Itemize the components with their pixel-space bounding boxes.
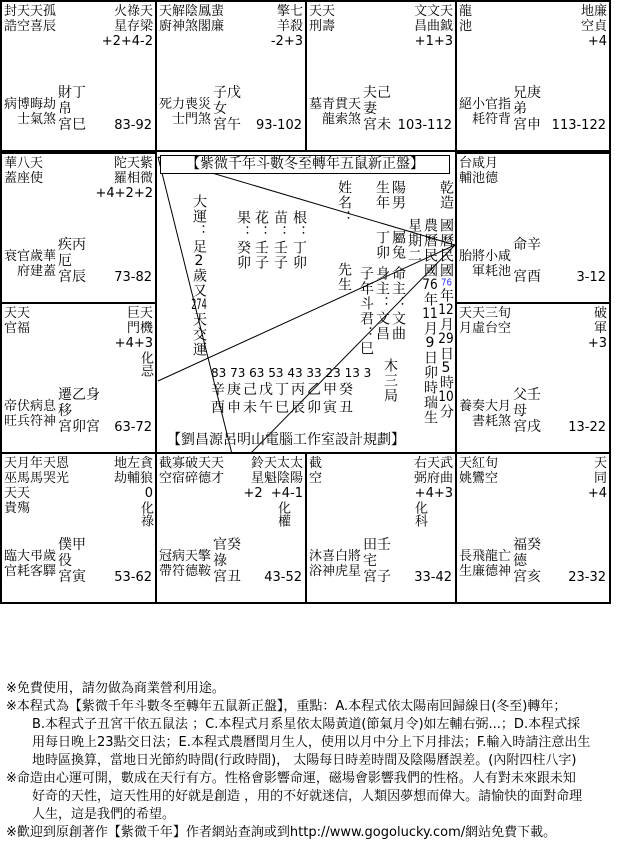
age-range: 83-92 bbox=[114, 118, 152, 133]
age-range: 23-32 bbox=[568, 570, 606, 585]
star-brightness: +4 bbox=[587, 34, 607, 49]
star-brightness: -2+3 bbox=[270, 34, 303, 49]
god-row: 冠病天擎 bbox=[159, 549, 212, 564]
digit-group: 11 bbox=[422, 307, 438, 321]
major-star-row: 星魁陰陽 bbox=[250, 471, 303, 486]
minor-stars bbox=[4, 306, 30, 336]
god-row: 府建蓋 bbox=[17, 264, 57, 279]
palace-cell-0 bbox=[0, 0, 157, 152]
palace-name-row: 帛 bbox=[58, 101, 72, 117]
minor-gods bbox=[4, 97, 56, 127]
god-row: 耗符背 bbox=[472, 112, 512, 127]
palace-name-row: 福癸 bbox=[513, 537, 541, 553]
god-row: 病博晦劫 bbox=[4, 97, 57, 112]
digit-group: 274 bbox=[191, 298, 207, 312]
palace-cell-11 bbox=[455, 452, 611, 604]
minor-stars bbox=[459, 456, 498, 486]
major-star-row: 羊殺 bbox=[276, 19, 303, 34]
palace-name bbox=[363, 537, 391, 585]
minor-gods bbox=[159, 549, 211, 579]
major-star-row: 星存梁 bbox=[113, 19, 153, 34]
god-row: 墓青貫天 bbox=[309, 97, 362, 112]
minor-star-row: 截 bbox=[309, 456, 323, 471]
digit-group: 2 bbox=[194, 254, 204, 268]
minor-stars bbox=[459, 4, 472, 34]
footer-line: ※免費使用，請勿做為商業營利用途。 bbox=[6, 681, 225, 696]
footer-line: 好奇的天性，這天性用的好就是創造 ，用的不好就迷信，人類因夢想而偉大。請愉快的面對命理 bbox=[32, 789, 583, 804]
major-stars bbox=[96, 156, 154, 201]
minor-star-row: 蓋座使 bbox=[4, 171, 44, 186]
palace-name-row: 母 bbox=[513, 403, 527, 419]
god-row: 胎將小咸 bbox=[459, 249, 512, 264]
mister: 先生 bbox=[336, 262, 352, 292]
footer-notes bbox=[6, 680, 620, 842]
digit-group: 29 bbox=[438, 332, 454, 346]
palace-name-row: 疾丙 bbox=[58, 237, 86, 253]
palace-name-row: 移 bbox=[58, 403, 72, 419]
birth-year-label: 生年 bbox=[374, 180, 390, 210]
minor-star-row: 天解陰鳳蜚 bbox=[159, 4, 225, 19]
palace-name-row: 宮寅 bbox=[58, 569, 86, 585]
major-star-row: 擎七 bbox=[276, 4, 303, 19]
doujun: 子年斗君：巳 bbox=[358, 266, 374, 356]
minor-gods bbox=[4, 549, 56, 579]
god-row: 浴神虎星 bbox=[309, 564, 362, 579]
palace-name-row: 夫己 bbox=[363, 85, 391, 101]
palace-name bbox=[213, 85, 241, 133]
minor-star-row: 封天天孤 bbox=[4, 4, 57, 19]
palace-name bbox=[213, 537, 241, 585]
major-stars bbox=[243, 456, 303, 531]
minor-star-row: 台咸月 bbox=[459, 156, 499, 171]
transformation-label: 化忌 bbox=[138, 351, 153, 377]
palace-name bbox=[58, 85, 86, 133]
age-range: 43-52 bbox=[264, 570, 302, 585]
god-row: 養奏大月 bbox=[459, 399, 512, 414]
minor-stars bbox=[159, 4, 224, 34]
major-star-row: 天 bbox=[593, 456, 607, 471]
age-range: 103-112 bbox=[397, 118, 452, 133]
god-row: 臨大弔歲 bbox=[4, 549, 57, 564]
star-brightness: +4 bbox=[587, 486, 607, 501]
god-row: 軍耗池 bbox=[472, 264, 512, 279]
palace-name-row: 厄 bbox=[58, 253, 72, 269]
solar-date-rest: 年12月29日5時10分 bbox=[438, 288, 454, 419]
palace-cell-1 bbox=[155, 0, 307, 152]
transformation-label: 化科 bbox=[412, 501, 427, 527]
footer-line: ※歡迎到原創著作【紫微千年】作者網站查詢或到http://www.gogolucky.com/網站免費下載。 bbox=[6, 825, 557, 840]
palace-name-row: 宮辰 bbox=[58, 269, 86, 285]
minor-star-row: 刑壽 bbox=[309, 19, 336, 34]
palace-name-row: 弟 bbox=[513, 101, 527, 117]
god-row: 長飛龍亡 bbox=[459, 549, 512, 564]
major-star-row: 鈴天太太 bbox=[250, 456, 303, 471]
minor-star-row: 天天三旬 bbox=[459, 306, 512, 321]
yin-yang: 陽男 bbox=[390, 180, 406, 210]
god-row: 書耗煞 bbox=[472, 414, 512, 429]
palace-name-row: 命辛 bbox=[513, 237, 541, 253]
palace-name bbox=[513, 85, 541, 133]
footer-line: B.本程式子丑宮干依五鼠法 ；C.本程式月系星依太陽黃道(節氣月令)如左輔右弼...；D.本程式採 bbox=[32, 717, 581, 732]
minor-gods bbox=[309, 97, 361, 127]
palace-name-row: 宮卯宮 bbox=[58, 419, 100, 435]
palace-name bbox=[513, 237, 541, 285]
major-stars bbox=[414, 4, 453, 49]
name-label: 姓名： bbox=[336, 180, 352, 225]
major-star-row: 門機 bbox=[126, 321, 153, 336]
minor-star-row: 廚神煞閣廉 bbox=[159, 19, 225, 34]
qianzao: 乾造 bbox=[438, 180, 454, 210]
palace-name bbox=[58, 387, 100, 435]
god-row: 沐喜白將 bbox=[309, 549, 362, 564]
major-stars bbox=[115, 306, 153, 381]
palace-name-row: 官癸 bbox=[213, 537, 241, 553]
star-brightness: +2 +4-1 bbox=[243, 486, 303, 501]
body-master: 身主：文昌 bbox=[374, 266, 390, 341]
god-row: 官耗客驛 bbox=[4, 564, 57, 579]
palace-cell-9 bbox=[155, 452, 307, 604]
god-row: 死力喪災 bbox=[159, 97, 212, 112]
palace-name-row: 宮酉 bbox=[513, 269, 541, 285]
footer-line: 用每日晚上23點交日法；E.本程式農曆閏月生人，使用以月中分上下月排法；F.輸入時請注意出生 bbox=[32, 735, 591, 750]
minor-star-row: 巫馬馬哭光 bbox=[4, 471, 70, 486]
god-row: 絕小官指 bbox=[459, 97, 512, 112]
dayun-start: 大運：足2歲又274天交運 bbox=[191, 194, 207, 357]
god-row: 旺兵符神 bbox=[4, 414, 57, 429]
life-master: 命主：文曲 bbox=[390, 266, 406, 341]
digit-group: 76 bbox=[441, 278, 452, 288]
minor-stars bbox=[459, 306, 511, 336]
star-brightness: +1+3 bbox=[414, 34, 453, 49]
digit-group: 76 bbox=[422, 278, 438, 292]
major-stars bbox=[114, 456, 153, 531]
transformation-label: 化祿 bbox=[138, 501, 153, 527]
palace-cell-3 bbox=[455, 0, 611, 152]
palace-name-row: 宮未 bbox=[363, 117, 391, 133]
minor-star-row: 空宿碎德才 bbox=[159, 471, 225, 486]
age-range: 33-42 bbox=[414, 570, 452, 585]
minor-stars bbox=[459, 156, 498, 186]
major-star-row: 陀天紫 bbox=[113, 156, 153, 171]
star-brightness: +4+3 bbox=[114, 336, 153, 351]
palace-name bbox=[363, 85, 391, 133]
palace-name-row: 祿 bbox=[213, 553, 227, 569]
credit-line: 【劉昌源呂明山電腦工作室設計規劃】 bbox=[167, 432, 405, 448]
major-star-row: 地左貪 bbox=[113, 456, 153, 471]
major-star-row: 火祿天 bbox=[113, 4, 153, 19]
palace-cell-8 bbox=[0, 452, 157, 604]
god-row: 帶符德鞍 bbox=[159, 564, 212, 579]
god-row: 衰官歲華 bbox=[4, 249, 57, 264]
dayun-branches: 酉申未午巳辰卯寅丑 bbox=[211, 400, 355, 416]
palace-name-row: 宮子 bbox=[363, 569, 391, 585]
palace-cell-2 bbox=[305, 0, 457, 152]
minor-star-row: 華八天 bbox=[4, 156, 44, 171]
minor-star-row: 輔池德 bbox=[459, 171, 499, 186]
footer-line: ※本程式為【紫微千年斗數冬至轉年五鼠新正盤】，重點：A.本程式依太陽南回歸線日(冬至)轉年； bbox=[6, 699, 567, 714]
major-star-row: 空貞 bbox=[580, 19, 607, 34]
palace-cell-5 bbox=[455, 152, 611, 304]
minor-star-row: 官福 bbox=[4, 321, 31, 336]
minor-star-row: 池 bbox=[459, 19, 473, 34]
age-range: 53-62 bbox=[114, 570, 152, 585]
pillar-flower: 花：壬子 bbox=[253, 210, 269, 270]
minor-star-row: 空 bbox=[309, 471, 323, 486]
palace-name-row: 兄庚 bbox=[513, 85, 541, 101]
palace-cell-10 bbox=[305, 452, 457, 604]
digit-group: 5 bbox=[441, 361, 451, 375]
minor-gods bbox=[159, 97, 211, 127]
zodiac: 屬兔 bbox=[390, 230, 406, 260]
footer-line: 人生，這是我們的希望。 bbox=[32, 807, 176, 822]
minor-gods bbox=[4, 399, 56, 429]
digit-group: 10 bbox=[438, 390, 454, 404]
minor-star-row: 月虛台空 bbox=[459, 321, 512, 336]
major-star-row: 同 bbox=[593, 471, 607, 486]
transformation-row bbox=[243, 501, 303, 531]
minor-stars bbox=[309, 456, 322, 486]
minor-stars bbox=[309, 4, 335, 34]
major-star-row: 劫輔狼 bbox=[113, 471, 153, 486]
minor-stars bbox=[4, 4, 56, 34]
minor-gods bbox=[459, 549, 511, 579]
palace-name-row: 子戊 bbox=[213, 85, 241, 101]
palace-name-row bbox=[513, 253, 541, 269]
palace-name bbox=[513, 537, 541, 585]
solar-year-number bbox=[441, 278, 452, 288]
palace-cell-4 bbox=[0, 152, 157, 304]
minor-star-row: 截寡破天天 bbox=[159, 456, 225, 471]
major-stars bbox=[581, 4, 607, 49]
palace-name-row: 女 bbox=[213, 101, 227, 117]
major-star-row: 文文天 bbox=[413, 4, 453, 19]
star-brightness: +4+3 bbox=[414, 486, 453, 501]
palace-name-row: 宮申 bbox=[513, 117, 541, 133]
minor-star-row: 姚鸞空 bbox=[459, 471, 499, 486]
palace-name-row: 宮午 bbox=[213, 117, 241, 133]
major-stars bbox=[412, 456, 453, 531]
minor-stars bbox=[159, 456, 224, 486]
minor-star-row: 天天 bbox=[4, 486, 31, 501]
pillar-root: 根：丁卯 bbox=[291, 210, 307, 270]
minor-gods bbox=[309, 549, 361, 579]
major-star-row: 羅相微 bbox=[113, 171, 153, 186]
palace-name-row: 德 bbox=[513, 553, 527, 569]
pillar-fruit: 果：癸卯 bbox=[235, 210, 251, 270]
minor-gods bbox=[459, 399, 511, 429]
god-row: 生廉德神 bbox=[459, 564, 512, 579]
transformation-label: 化權 bbox=[275, 501, 290, 527]
minor-gods bbox=[459, 249, 511, 279]
minor-star-row: 龍 bbox=[459, 4, 473, 19]
transformation-row bbox=[114, 501, 153, 531]
major-star-row: 右天武 bbox=[413, 456, 453, 471]
five-element-bureau: 木三局 bbox=[382, 358, 398, 403]
palace-name bbox=[513, 387, 541, 435]
major-star-row: 昌曲鉞 bbox=[413, 19, 453, 34]
lunar-date: 農曆民國76年11月9日卯時瑞生 bbox=[422, 218, 438, 425]
palace-name-row: 父壬 bbox=[513, 387, 541, 403]
dayun-stems: 辛庚己戊丁丙乙甲癸 bbox=[211, 382, 355, 398]
god-row: 龍索煞 bbox=[322, 112, 362, 127]
minor-star-row: 天月年天恩 bbox=[4, 456, 70, 471]
dayun-ages: 83 73 63 53 43 33 23 13 3 bbox=[211, 366, 372, 380]
chart-title: 【紫微千年斗數冬至轉年五鼠新正盤】 bbox=[160, 155, 450, 174]
major-stars bbox=[588, 306, 607, 351]
minor-gods bbox=[4, 249, 56, 279]
transformation-row bbox=[412, 501, 453, 531]
major-star-row: 弼府曲 bbox=[413, 471, 453, 486]
palace-name-row: 宮丑 bbox=[213, 569, 241, 585]
major-star-row: 破 bbox=[593, 306, 607, 321]
major-star-row: 巨天 bbox=[126, 306, 153, 321]
year-ganzhi: 丁卯 bbox=[374, 230, 390, 260]
age-range: 73-82 bbox=[114, 270, 152, 285]
palace-name-row: 役 bbox=[58, 553, 72, 569]
minor-star-row: 貴殤 bbox=[4, 501, 31, 516]
god-row: 帝伏病息 bbox=[4, 399, 57, 414]
palace-name-row: 妻 bbox=[363, 101, 377, 117]
minor-star-row: 誥空喜辰 bbox=[4, 19, 57, 34]
minor-star-row: 天天 bbox=[309, 4, 336, 19]
digit-group: 9 bbox=[425, 336, 435, 350]
age-range: 93-102 bbox=[255, 118, 302, 133]
age-range: 13-22 bbox=[568, 420, 606, 435]
solar-date-prefix: 國曆民國 bbox=[438, 218, 454, 278]
palace-name bbox=[58, 237, 86, 285]
palace-name-row: 僕甲 bbox=[58, 537, 86, 553]
star-brightness: +4+2+2 bbox=[95, 186, 153, 201]
age-range: 63-72 bbox=[114, 420, 152, 435]
major-stars bbox=[271, 4, 303, 49]
minor-stars bbox=[4, 456, 69, 516]
age-range: 113-122 bbox=[551, 118, 606, 133]
digit-group: 12 bbox=[438, 303, 454, 317]
palace-cell-6 bbox=[0, 302, 157, 454]
palace-name-row: 宅 bbox=[363, 553, 377, 569]
footer-line: 地時區換算，當地日光節約時間(行政時間)， 太陽每日時差時間及陰陽曆誤差。(內附四柱八字) bbox=[32, 753, 577, 768]
major-stars bbox=[588, 456, 607, 501]
age-range: 3-12 bbox=[576, 270, 606, 285]
major-star-row: 地廉 bbox=[580, 4, 607, 19]
pillar-sprout: 苗：壬子 bbox=[272, 210, 288, 270]
palace-name-row: 田壬 bbox=[363, 537, 391, 553]
palace-name-row: 宮亥 bbox=[513, 569, 541, 585]
transformation-row bbox=[115, 351, 153, 381]
major-stars bbox=[102, 4, 153, 49]
god-row: 士門煞 bbox=[172, 112, 212, 127]
chart-center bbox=[155, 150, 457, 454]
major-star-row: 軍 bbox=[593, 321, 607, 336]
weekday: 星期二 bbox=[406, 218, 422, 263]
palace-name-row: 宮巳 bbox=[58, 117, 86, 133]
minor-stars bbox=[4, 156, 43, 186]
god-row: 士氣煞 bbox=[17, 112, 57, 127]
palace-cell-7 bbox=[455, 302, 611, 454]
star-brightness: 0 bbox=[144, 486, 153, 501]
palace-name-row: 宮戌 bbox=[513, 419, 541, 435]
solar-date bbox=[438, 218, 454, 419]
minor-star-row: 天紅旬 bbox=[459, 456, 499, 471]
minor-star-row: 天天 bbox=[4, 306, 31, 321]
star-brightness: +3 bbox=[587, 336, 607, 351]
minor-gods bbox=[459, 97, 511, 127]
palace-name-row: 財丁 bbox=[58, 85, 86, 101]
palace-name bbox=[58, 537, 86, 585]
palace-name-row: 遷乙身 bbox=[58, 387, 100, 403]
star-brightness: +2+4-2 bbox=[101, 34, 153, 49]
footer-line: ※命造由心運可開，數成在天行有方。性格會影響命運，磁場會影響我們的性格。人有對未來跟未知 bbox=[6, 771, 576, 786]
